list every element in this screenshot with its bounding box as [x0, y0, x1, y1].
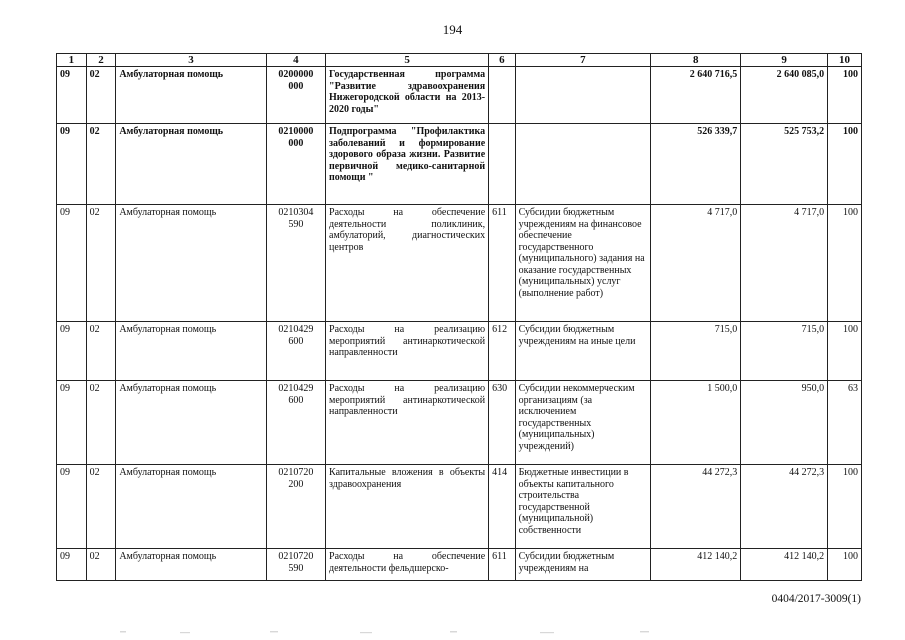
section-name: Амбулаторная помощь	[116, 205, 266, 322]
column-header-1: 1	[57, 54, 87, 67]
target-article-code: 0210720 200	[266, 465, 325, 549]
expense-type-code	[489, 124, 515, 205]
table-row	[57, 205, 862, 322]
target-article-code: 0210000 000	[266, 124, 325, 205]
section-code: 09	[57, 124, 87, 205]
section-name: Амбулаторная помощь	[116, 124, 266, 205]
expense-description: Расходы на обеспечение деятельности поликлиник, амбулаторий, диагностических центров	[326, 205, 489, 322]
expense-type-code: 630	[489, 381, 515, 465]
executed-amount: 2 640 085,0	[741, 67, 828, 124]
subsection-code: 02	[86, 465, 116, 549]
planned-amount: 1 500,0	[651, 381, 741, 465]
target-article-code: 0200000 000	[266, 67, 325, 124]
expense-description: Расходы на реализацию мероприятий антинаркотической направленности	[326, 381, 489, 465]
execution-percent: 100	[828, 322, 862, 381]
column-header-9: 9	[741, 54, 828, 67]
executed-amount: 4 717,0	[741, 205, 828, 322]
column-header-2: 2	[86, 54, 116, 67]
subsection-code: 02	[86, 124, 116, 205]
table-row	[57, 67, 862, 124]
execution-percent: 100	[828, 549, 862, 581]
table-row	[57, 124, 862, 205]
expense-type-name	[515, 124, 651, 205]
budget-table	[56, 53, 862, 581]
scan-artifact-marks	[120, 627, 740, 637]
expense-type-name: Бюджетные инвестиции в объекты капитального строительства государственной (муниципальной) собственности	[515, 465, 651, 549]
execution-percent: 100	[828, 67, 862, 124]
expense-type-code: 612	[489, 322, 515, 381]
target-article-code: 0210429 600	[266, 322, 325, 381]
table-row	[57, 322, 862, 381]
execution-percent: 100	[828, 205, 862, 322]
table-row	[57, 381, 862, 465]
expense-description: Подпрограмма "Профилактика заболеваний и формирование здорового образа жизни. Развитие первичной медико-санитарной помощи "	[326, 124, 489, 205]
expense-type-name: Субсидии бюджетным учреждениям на	[515, 549, 651, 581]
subsection-code: 02	[86, 205, 116, 322]
target-article-code: 0210720 590	[266, 549, 325, 581]
section-code: 09	[57, 465, 87, 549]
executed-amount: 44 272,3	[741, 465, 828, 549]
expense-description: Капитальные вложения в объекты здравоохранения	[326, 465, 489, 549]
expense-description: Расходы на реализацию мероприятий антинаркотической направленности	[326, 322, 489, 381]
planned-amount: 412 140,2	[651, 549, 741, 581]
execution-percent: 63	[828, 381, 862, 465]
column-header-10: 10	[828, 54, 862, 67]
subsection-code: 02	[86, 67, 116, 124]
expense-type-code: 611	[489, 205, 515, 322]
executed-amount: 412 140,2	[741, 549, 828, 581]
expense-type-code	[489, 67, 515, 124]
section-name: Амбулаторная помощь	[116, 381, 266, 465]
table-row	[57, 549, 862, 581]
column-header-7: 7	[515, 54, 651, 67]
section-code: 09	[57, 67, 87, 124]
subsection-code: 02	[86, 381, 116, 465]
planned-amount: 44 272,3	[651, 465, 741, 549]
planned-amount: 526 339,7	[651, 124, 741, 205]
document-reference: 0404/2017-3009(1)	[771, 593, 861, 605]
column-header-3: 3	[116, 54, 266, 67]
column-header-8: 8	[651, 54, 741, 67]
section-code: 09	[57, 381, 87, 465]
target-article-code: 0210304 590	[266, 205, 325, 322]
section-name: Амбулаторная помощь	[116, 322, 266, 381]
expense-type-name: Субсидии бюджетным учреждениям на финансовое обеспечение государственного (муниципального) задания на оказание государственных (муниципальных) услуг (выполнение работ)	[515, 205, 651, 322]
column-header-4: 4	[266, 54, 325, 67]
expense-type-name	[515, 67, 651, 124]
planned-amount: 4 717,0	[651, 205, 741, 322]
planned-amount: 715,0	[651, 322, 741, 381]
executed-amount: 715,0	[741, 322, 828, 381]
expense-type-name: Субсидии бюджетным учреждениям на иные цели	[515, 322, 651, 381]
section-name: Амбулаторная помощь	[116, 549, 266, 581]
expense-description: Расходы на обеспечение деятельности фельдшерско-	[326, 549, 489, 581]
column-header-6: 6	[489, 54, 515, 67]
column-header-5: 5	[326, 54, 489, 67]
executed-amount: 525 753,2	[741, 124, 828, 205]
expense-description: Государственная программа "Развитие здравоохранения Нижегородской области на 2013-2020 годы"	[326, 67, 489, 124]
section-name: Амбулаторная помощь	[116, 67, 266, 124]
subsection-code: 02	[86, 549, 116, 581]
target-article-code: 0210429 600	[266, 381, 325, 465]
execution-percent: 100	[828, 124, 862, 205]
table-row	[57, 465, 862, 549]
execution-percent: 100	[828, 465, 862, 549]
planned-amount: 2 640 716,5	[651, 67, 741, 124]
section-code: 09	[57, 549, 87, 581]
section-code: 09	[57, 205, 87, 322]
subsection-code: 02	[86, 322, 116, 381]
table-header-row	[57, 54, 862, 67]
expense-type-code: 611	[489, 549, 515, 581]
page-number: 194	[442, 22, 463, 37]
section-name: Амбулаторная помощь	[116, 465, 266, 549]
expense-type-name: Субсидии некоммерческим организациям (за исключением государственных (муниципальных) учреждений)	[515, 381, 651, 465]
executed-amount: 950,0	[741, 381, 828, 465]
expense-type-code: 414	[489, 465, 515, 549]
section-code: 09	[57, 322, 87, 381]
